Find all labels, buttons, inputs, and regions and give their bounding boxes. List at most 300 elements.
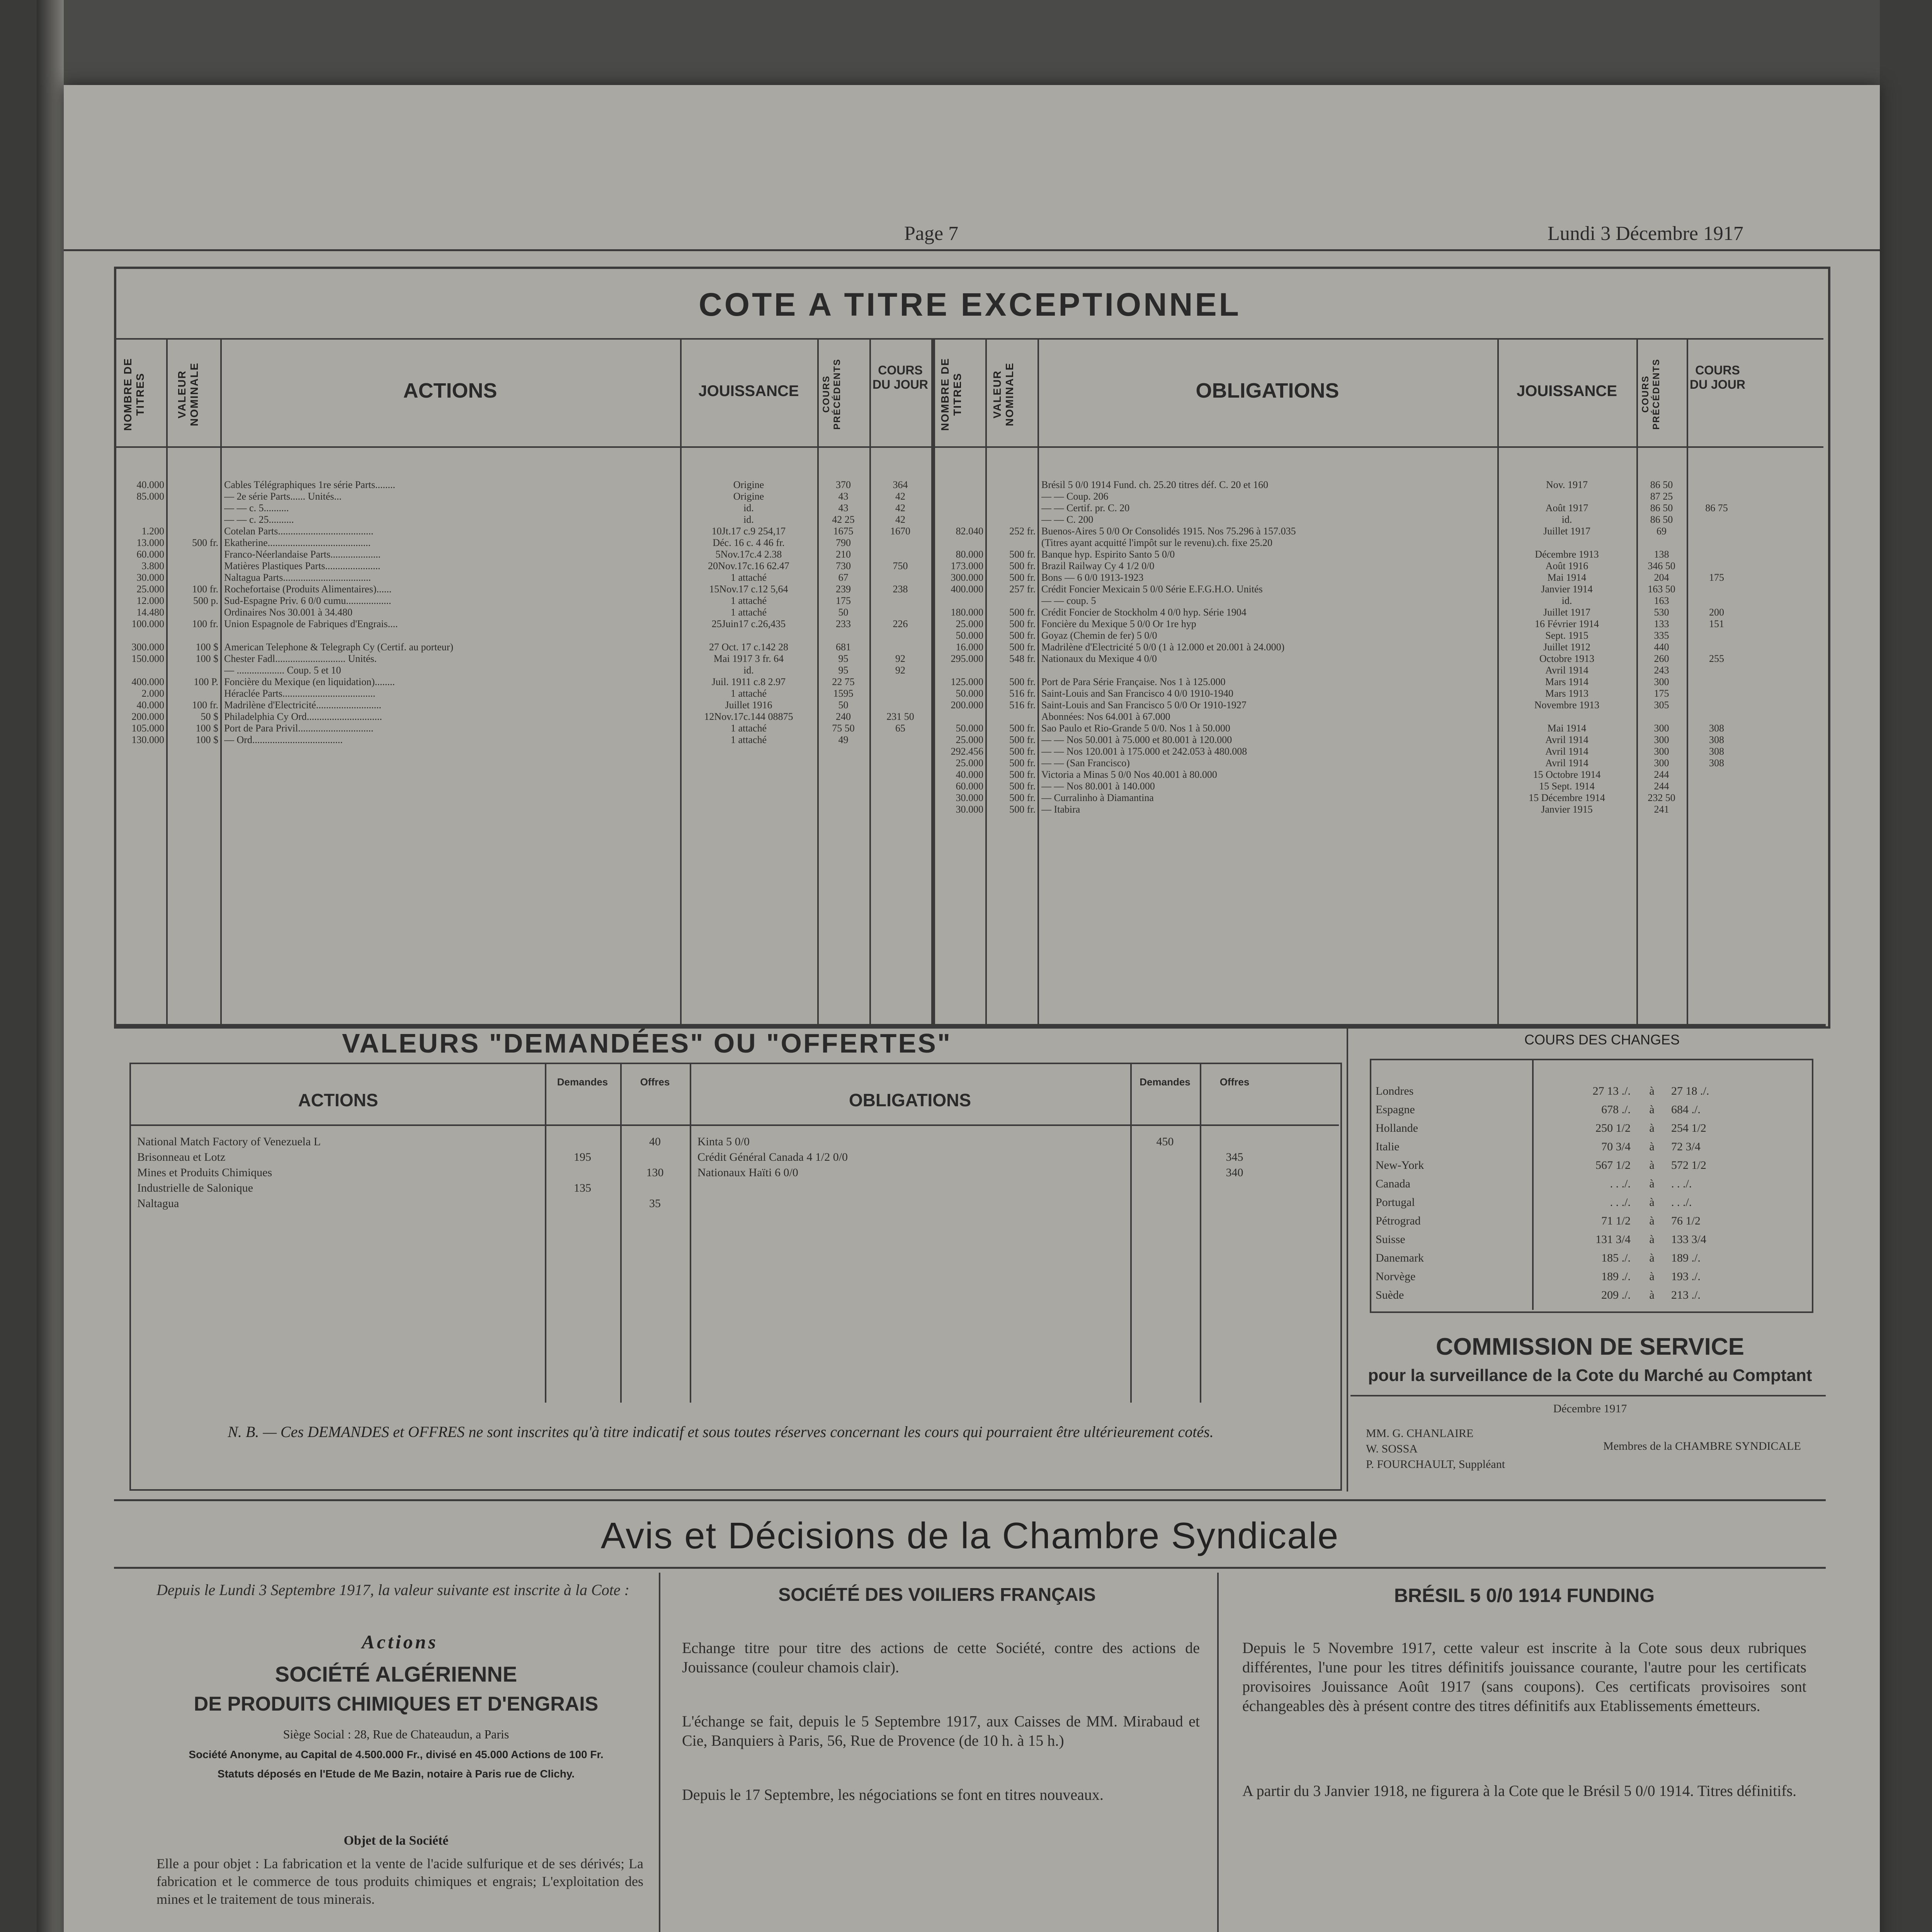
- table-row-label: Port de Para Série Française. Nos 1 à 125.000: [1041, 676, 1226, 687]
- table-cell: [1689, 514, 1745, 526]
- table-cell: [682, 630, 815, 641]
- col-sep: [680, 338, 682, 1024]
- table-cell: 150.000: [131, 653, 164, 664]
- table-row-label: Brazil Railway Cy 4 1/2 0/0: [1041, 560, 1155, 571]
- table-cell: 60.000: [136, 549, 164, 560]
- table-cell: 790: [836, 537, 851, 548]
- table-cell: [1689, 641, 1745, 653]
- table-cell: 42: [895, 502, 905, 514]
- table-cell: 500 fr.: [1009, 549, 1036, 560]
- page-date: Lundi 3 Décembre 1917: [1548, 223, 1743, 245]
- table-cell: 86 50: [1650, 502, 1673, 514]
- avis-company-1: SOCIÉTÉ ALGÉRIENNE: [275, 1662, 517, 1686]
- oblig-list: [1041, 479, 1495, 815]
- table-cell: 30.000: [956, 804, 983, 815]
- table-cell: 130.000: [131, 734, 164, 745]
- table-cell: 25.000: [956, 618, 983, 629]
- exchange-b: 76 1/2: [1671, 1214, 1701, 1227]
- head-cours-jour-oblig: COURS DU JOUR: [1689, 363, 1745, 391]
- table-row-label: (Titres ayant acquitté l'impôt sur le revenu).ch. fixe 25.20: [1041, 537, 1272, 548]
- table-cell: 50: [838, 699, 849, 711]
- table-row-label: — — Nos 80.001 à 140.000: [1041, 781, 1155, 792]
- exchange-sep: à: [1649, 1085, 1655, 1097]
- valeurs-offres-head: Offres: [640, 1076, 670, 1088]
- avis-objet: Objet de la Société: [344, 1833, 449, 1848]
- table-row-label: Banque hyp. Espirito Santo 5 0/0: [1041, 549, 1175, 560]
- table-cell: 133: [1654, 618, 1669, 629]
- table-cell: 548 fr.: [1009, 653, 1036, 664]
- table-cell: 163 50: [1648, 583, 1675, 595]
- table-cell: 1 attaché: [730, 734, 767, 745]
- table-cell: 750: [893, 560, 908, 571]
- table-cell: [170, 572, 218, 583]
- avis-sep: [659, 1573, 660, 1932]
- table-cell: Juillet 1917: [1543, 526, 1591, 537]
- table-cell: Origine: [733, 491, 764, 502]
- table-row-label: Goyaz (Chemin de fer) 5 0/0: [1041, 630, 1157, 641]
- exchange-sep: à: [1649, 1159, 1655, 1172]
- avis-capital: Société Anonyme, au Capital de 4.500.000 Fr., divisé en 45.000 Actions de 100 Fr.: [189, 1748, 604, 1760]
- table-cell: [1689, 711, 1745, 723]
- table-cell: 500 fr.: [192, 537, 218, 548]
- table-cell: 233: [836, 618, 851, 629]
- exchange-place: Londres: [1376, 1085, 1414, 1097]
- valeurs-actions-dem: [547, 1134, 618, 1211]
- table-cell: 12Nov.17c.144 08875: [704, 711, 793, 722]
- table-cell: 308: [1709, 723, 1724, 734]
- table-cell: 500 fr.: [1009, 676, 1036, 687]
- head-valeur-oblig: VALEUR NOMINALE: [991, 362, 1015, 426]
- table-cell: id.: [743, 665, 754, 676]
- table-cell: 69: [1656, 526, 1667, 537]
- exchange-a: . . ./.: [1610, 1177, 1631, 1190]
- table-cell: 400.000: [951, 583, 983, 595]
- table-cell: [871, 699, 929, 711]
- table-cell: 92: [895, 665, 905, 676]
- voiliers-title: SOCIÉTÉ DES VOILIERS FRANÇAIS: [778, 1585, 1096, 1605]
- table-cell: 27 Oct. 17 c.142 28: [709, 641, 789, 653]
- exchange-sep: à: [1649, 1270, 1655, 1283]
- changes-places: [1376, 1082, 1530, 1304]
- table-cell: 50.000: [956, 723, 983, 734]
- exchange-sep: à: [1649, 1177, 1655, 1190]
- table-cell: 243: [1654, 665, 1669, 676]
- table-row-label: Brésil 5 0/0 1914 Fund. ch. 25.20 titres déf. C. 20 et 160: [1041, 479, 1269, 490]
- oblig-jour-col: [1689, 479, 1745, 815]
- table-cell: Août 1917: [1545, 502, 1588, 514]
- table-cell: 15 Octobre 1914: [1533, 769, 1601, 780]
- table-cell: [1689, 804, 1745, 815]
- table-cell: [1689, 688, 1745, 699]
- oblig-prec-col: [1638, 479, 1685, 815]
- table-cell: id.: [743, 514, 754, 525]
- table-cell: [937, 595, 983, 607]
- head-valeur: VALEUR NOMINALE: [176, 362, 200, 426]
- exchange-sep: à: [1649, 1289, 1655, 1301]
- table-cell: [622, 1180, 688, 1196]
- table-cell: 15Nov.17 c.12 5,64: [709, 583, 788, 595]
- valeurs-demandes-head: Demandes: [557, 1076, 608, 1088]
- table-cell: 43: [838, 491, 849, 502]
- table-cell: 300: [1654, 734, 1669, 745]
- commission-member-name: W. SOSSA: [1366, 1442, 1418, 1455]
- table-cell: 163: [1654, 595, 1669, 606]
- table-cell: 138: [1654, 549, 1669, 560]
- table-row-label: Buenos-Aires 5 0/0 Or Consolidés 1915. Nos 75.296 à 157.035: [1041, 526, 1296, 537]
- list-item: Industrielle de Salonique: [137, 1182, 253, 1194]
- table-cell: 305: [1654, 699, 1669, 711]
- exchange-place: Portugal: [1376, 1196, 1415, 1209]
- col-sep: [1497, 338, 1499, 1024]
- avis-sep: [1217, 1573, 1219, 1932]
- table-cell: 50.000: [956, 630, 983, 641]
- table-cell: 210: [836, 549, 851, 560]
- table-cell: [170, 526, 218, 537]
- valeurs-oblig-list: [697, 1134, 1126, 1180]
- head-cours-prec-oblig: COURS PRÉCÉDENTS: [1640, 358, 1662, 430]
- exchange-a: 250 1/2: [1595, 1122, 1631, 1134]
- table-cell: [1499, 711, 1634, 723]
- table-cell: [871, 595, 929, 607]
- table-cell: Janvier 1915: [1541, 804, 1593, 815]
- table-cell: [819, 630, 867, 641]
- table-cell: 105.000: [131, 723, 164, 734]
- exchange-a: 209 ./.: [1601, 1289, 1631, 1301]
- table-cell: Août 1916: [1545, 560, 1588, 571]
- table-cell: 1 attaché: [730, 723, 767, 734]
- table-cell: 1.200: [141, 526, 164, 537]
- table-cell: 25Juin17 c.26,435: [711, 618, 786, 629]
- table-cell: 40.000: [136, 699, 164, 711]
- table-cell: [1132, 1165, 1198, 1180]
- table-cell: 204: [1654, 572, 1669, 583]
- table-cell: [170, 630, 218, 641]
- table-cell: 95: [838, 653, 849, 664]
- table-cell: [547, 1196, 618, 1211]
- valeurs-actions-head: ACTIONS: [298, 1090, 378, 1110]
- table-cell: [987, 711, 1036, 723]
- table-cell: [987, 479, 1036, 491]
- head-nombre: NOMBRE DE TITRES: [122, 357, 146, 431]
- table-cell: 516 fr.: [1009, 688, 1036, 699]
- table-cell: 300: [1654, 746, 1669, 757]
- valeurs-note: N. B. — Ces DEMANDES et OFFRES ne sont inscrites qu'à titre indicatif et sous toutes réserves concernant les cours qui pourraient être ultérieurement cotés.: [228, 1423, 1214, 1440]
- table-cell: 500 p.: [193, 595, 218, 606]
- table-cell: [1689, 583, 1745, 595]
- table-cell: [987, 665, 1036, 676]
- table-cell: 1675: [833, 526, 854, 537]
- table-cell: 200.000: [131, 711, 164, 722]
- exchange-place: New-York: [1376, 1159, 1424, 1172]
- list-item: Naltagua: [137, 1197, 179, 1210]
- table-row-label: — — Nos 120.001 à 175.000 et 242.053 à 480.008: [1041, 746, 1247, 757]
- table-cell: 500 fr.: [1009, 781, 1036, 792]
- table-row-label: Franco-Néerlandaise Parts....................: [224, 549, 381, 560]
- table-cell: [1689, 630, 1745, 641]
- table-cell: [1689, 560, 1745, 572]
- table-cell: 500 fr.: [1009, 607, 1036, 618]
- changes-high: [1671, 1082, 1795, 1304]
- exchange-sep: à: [1649, 1214, 1655, 1227]
- oblig-nombre-col: [937, 479, 983, 815]
- exchange-sep: à: [1649, 1233, 1655, 1246]
- bresil-title: BRÉSIL 5 0/0 1914 FUNDING: [1394, 1585, 1655, 1606]
- table-cell: [871, 688, 929, 699]
- voiliers-p2: L'échange se fait, depuis le 5 Septembre 1917, aux Caisses de MM. Mirabaud et Cie, Banquiers à Paris, 56, Rue de Provence (de 10 h. à 15 h.): [682, 1713, 1200, 1749]
- table-cell: 130: [646, 1166, 664, 1179]
- table-cell: 175: [836, 595, 851, 606]
- table-row-label: — — Certif. pr. C. 20: [1041, 502, 1130, 514]
- table-cell: [120, 630, 164, 641]
- table-cell: Origine: [733, 479, 764, 490]
- table-cell: [1689, 699, 1745, 711]
- actions-jour-col: [871, 479, 929, 746]
- col-sep: [985, 338, 987, 1024]
- table-cell: [170, 665, 218, 676]
- commission-subtitle: pour la surveillance de la Cote du Marché au Comptant: [1368, 1366, 1812, 1385]
- table-cell: [1689, 781, 1745, 792]
- table-cell: [1132, 1150, 1198, 1165]
- table-cell: [120, 514, 164, 526]
- col-sep: [1636, 338, 1638, 1024]
- table-cell: [871, 734, 929, 746]
- table-cell: id.: [1561, 595, 1572, 606]
- valeurs-oblig-dem: [1132, 1134, 1198, 1180]
- table-cell: [1689, 792, 1745, 804]
- table-cell: [1689, 491, 1745, 502]
- table-cell: 100 fr.: [192, 618, 218, 629]
- table-row-label: Saint-Louis and San Francisco 4 0/0 1910-1940: [1041, 688, 1233, 699]
- table-row-label: Saint-Louis and San Francisco 5 0/0 Or 1910-1927: [1041, 699, 1247, 711]
- table-cell: [1689, 549, 1745, 560]
- table-cell: 173.000: [951, 560, 983, 571]
- table-cell: [170, 607, 218, 618]
- table-row-label: — ................... Coup. 5 et 10: [224, 665, 341, 676]
- table-cell: 308: [1709, 746, 1724, 757]
- table-row-label: — — c. 25..........: [224, 514, 294, 525]
- table-cell: 292.456: [951, 746, 983, 757]
- head-jouissance: JOUISSANCE: [698, 383, 799, 400]
- table-cell: 1 attaché: [730, 595, 767, 606]
- table-cell: [937, 514, 983, 526]
- table-cell: [1638, 537, 1685, 549]
- table-cell: 500 fr.: [1009, 746, 1036, 757]
- table-cell: 295.000: [951, 653, 983, 664]
- exchange-a: 189 ./.: [1601, 1270, 1631, 1283]
- exchange-b: 72 3/4: [1671, 1140, 1701, 1153]
- table-cell: [547, 1165, 618, 1180]
- table-cell: id.: [1561, 514, 1572, 525]
- changes-sep: [1347, 1028, 1348, 1492]
- changes-title: COURS DES CHANGES: [1524, 1032, 1680, 1048]
- avis-intro: Depuis le Lundi 3 Septembre 1917, la valeur suivante est inscrite à la Cote :: [156, 1581, 629, 1599]
- actions-prec-col: [819, 479, 867, 746]
- col-sep: [166, 338, 168, 1024]
- table-cell: [170, 514, 218, 526]
- table-cell: [871, 572, 929, 583]
- table-cell: 100.000: [131, 618, 164, 629]
- table-cell: 3.800: [141, 560, 164, 571]
- table-cell: 300: [1654, 757, 1669, 769]
- table-cell: 86 75: [1705, 502, 1728, 514]
- table-cell: [1499, 491, 1634, 502]
- table-cell: Octobre 1913: [1539, 653, 1595, 664]
- avis-actions-label: Actions: [362, 1631, 438, 1653]
- table-cell: 255: [1709, 653, 1724, 664]
- table-cell: 500 fr.: [1009, 618, 1036, 629]
- valeurs-rule: [114, 1024, 1826, 1026]
- table-cell: [170, 549, 218, 560]
- table-cell: 370: [836, 479, 851, 490]
- table-cell: 100 $: [196, 734, 218, 745]
- table-cell: 15 Décembre 1914: [1529, 792, 1605, 803]
- table-cell: Avril 1914: [1545, 746, 1588, 757]
- table-row-label: Naltagua Parts...................................: [224, 572, 371, 583]
- table-cell: 450: [1156, 1135, 1174, 1148]
- changes-sep-col: [1640, 1082, 1663, 1304]
- table-cell: 241: [1654, 804, 1669, 815]
- table-cell: 40.000: [136, 479, 164, 490]
- table-cell: [937, 479, 983, 491]
- table-cell: 42: [895, 491, 905, 502]
- table-row-label: Philadelphia Cy Ord..............................: [224, 711, 382, 722]
- exchange-sep: à: [1649, 1103, 1655, 1116]
- commission-title: COMMISSION DE SERVICE: [1435, 1333, 1745, 1360]
- commission-date: Décembre 1917: [1553, 1402, 1627, 1415]
- table-cell: 244: [1654, 769, 1669, 780]
- head-nombre-oblig: NOMBRE DE TITRES: [939, 357, 963, 431]
- left-page-edge: [0, 0, 37, 1932]
- exchange-sep: à: [1649, 1122, 1655, 1134]
- exchange-place: Danemark: [1376, 1252, 1424, 1264]
- valeurs-actions-list: [137, 1134, 543, 1211]
- table-cell: [937, 537, 983, 549]
- table-cell: 43: [838, 502, 849, 514]
- table-row-label: Sao Paulo et Rio-Grande 5 0/0. Nos 1 à 50.000: [1041, 723, 1230, 734]
- header-rule: [64, 249, 1880, 251]
- avis-title: Avis et Décisions de la Chambre Syndicale: [600, 1515, 1339, 1556]
- table-cell: 16 Février 1914: [1534, 618, 1599, 629]
- table-cell: [170, 560, 218, 572]
- actions-valeur-col: [170, 479, 218, 746]
- table-cell: [871, 607, 929, 618]
- table-cell: 50: [838, 607, 849, 618]
- table-cell: [1689, 537, 1745, 549]
- table-cell: 100 $: [196, 653, 218, 664]
- table-row-label: — 2e série Parts...... Unités...: [224, 491, 342, 502]
- table-row-label: — Ord....................................: [224, 734, 343, 745]
- table-cell: Mai 1917 3 fr. 64: [713, 653, 784, 664]
- table-cell: 500 fr.: [1009, 630, 1036, 641]
- table-cell: Mars 1914: [1545, 676, 1588, 687]
- head-actions: ACTIONS: [403, 379, 497, 402]
- table-cell: 85.000: [136, 491, 164, 502]
- table-cell: 232 50: [1648, 792, 1675, 803]
- table-cell: 30.000: [136, 572, 164, 583]
- table-cell: 200.000: [951, 699, 983, 711]
- exchange-b: 193 ./.: [1671, 1270, 1701, 1283]
- table-cell: 65: [895, 723, 905, 734]
- actions-list: [224, 479, 678, 746]
- head-cours-prec: COURS PRÉCÉDENTS: [821, 358, 842, 430]
- table-row-label: Héraclée Parts.....................................: [224, 688, 376, 699]
- col-sep-double: [931, 338, 935, 1024]
- table-cell: 12.000: [136, 595, 164, 606]
- exchange-a: 70 3/4: [1601, 1140, 1631, 1153]
- exchange-b: 572 1/2: [1671, 1159, 1706, 1172]
- exchange-place: Hollande: [1376, 1122, 1418, 1134]
- table-cell: [871, 641, 929, 653]
- table-cell: 1 attaché: [730, 607, 767, 618]
- table-cell: 500 fr.: [1009, 734, 1036, 745]
- table-cell: 1670: [890, 526, 910, 537]
- table-cell: [547, 1134, 618, 1150]
- table-cell: Mai 1914: [1547, 572, 1587, 583]
- table-cell: Juillet 1917: [1543, 607, 1591, 618]
- table-row-label: Chester Fadl............................ Unités.: [224, 653, 377, 664]
- table-cell: 30.000: [956, 792, 983, 803]
- table-cell: 440: [1654, 641, 1669, 653]
- table-cell: Mai 1914: [1547, 723, 1587, 734]
- exchange-a: 131 3/4: [1595, 1233, 1631, 1246]
- table-cell: 67: [838, 572, 849, 583]
- table-cell: [871, 549, 929, 560]
- table-cell: 308: [1709, 734, 1724, 745]
- exchange-sep: à: [1649, 1196, 1655, 1209]
- exchange-b: 213 ./.: [1671, 1289, 1701, 1301]
- table-cell: 300: [1654, 723, 1669, 734]
- table-row-label: Sud-Espagne Priv. 6 0/0 cumu..................: [224, 595, 391, 606]
- table-cell: 100 $: [196, 641, 218, 653]
- exchange-a: 567 1/2: [1595, 1159, 1631, 1172]
- table-cell: 500 fr.: [1009, 757, 1036, 769]
- exchange-place: Espagne: [1376, 1103, 1415, 1116]
- table-cell: [987, 537, 1036, 549]
- table-cell: [622, 1150, 688, 1165]
- bresil-p1: Depuis le 5 Novembre 1917, cette valeur est inscrite à la Cote sous deux rubriques différentes, l'une pour les titres définitifs jouissance courante, l'autre pour les certificats provisoires Jouissance Août 1917 (sans coupons). Ces certificats provisoires sont échangeables dès à présent contre des titres définitifs aux Etablissements émetteurs.: [1242, 1639, 1806, 1714]
- exchange-b: . . ./.: [1671, 1177, 1692, 1190]
- exchange-sep: à: [1649, 1140, 1655, 1153]
- col-sep: [1037, 338, 1039, 1024]
- table-cell: 175: [1654, 688, 1669, 699]
- table-cell: Janvier 1914: [1541, 583, 1593, 595]
- table-cell: 500 fr.: [1009, 572, 1036, 583]
- table-cell: 87 25: [1650, 491, 1673, 502]
- table-cell: 15 Sept. 1914: [1539, 781, 1595, 792]
- avis-rule: [114, 1499, 1826, 1501]
- head-cours-jour: COURS DU JOUR: [872, 363, 928, 391]
- table-cell: [1689, 479, 1745, 491]
- table-row-label: — — (San Francisco): [1041, 757, 1130, 769]
- table-cell: 345: [1226, 1151, 1243, 1163]
- table-cell: id.: [743, 502, 754, 514]
- table-cell: [1689, 769, 1745, 781]
- exchange-place: Norvège: [1376, 1270, 1416, 1283]
- table-cell: 80.000: [956, 549, 983, 560]
- table-cell: 500 fr.: [1009, 804, 1036, 815]
- table-cell: 50 $: [201, 711, 218, 722]
- table-cell: 13.000: [136, 537, 164, 548]
- table-row-label: Abonnées: Nos 64.001 à 67.000: [1041, 711, 1170, 722]
- col-sep: [817, 338, 819, 1024]
- valeurs-sep: [620, 1063, 622, 1403]
- table-cell: 75 50: [832, 723, 855, 734]
- table-row-label: Madrilène d'Electricité 5 0/0 (1 à 12.000 et 20.001 à 24.000): [1041, 641, 1285, 653]
- valeurs-offres-head-2: Offres: [1219, 1076, 1250, 1088]
- table-cell: 300.000: [131, 641, 164, 653]
- table-cell: 100 fr.: [192, 699, 218, 711]
- avis-statuts: Statuts déposés en l'Etude de Me Bazin, notaire à Paris rue de Clichy.: [217, 1768, 575, 1780]
